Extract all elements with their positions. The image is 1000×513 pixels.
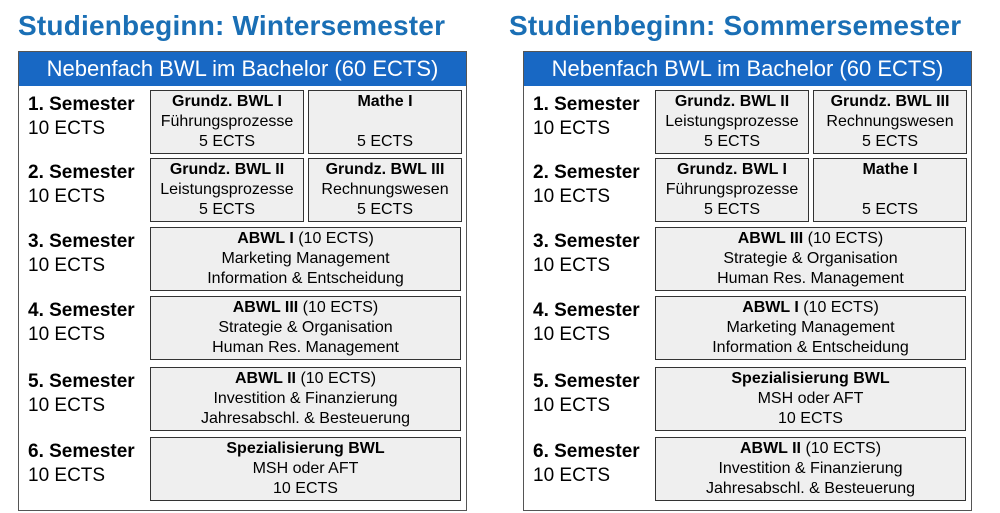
semester-ects: 10 ECTS: [28, 324, 106, 345]
module-subtitle: Führungsprozesse: [665, 181, 799, 198]
semester-row-3: [19, 227, 468, 293]
semester-ects: 10 ECTS: [533, 465, 611, 486]
module-subtitle: Leistungsprozesse: [665, 113, 799, 130]
semester-name: 3. Semester: [28, 231, 135, 252]
semester-name: 2. Semester: [28, 162, 135, 183]
semester-name: 1. Semester: [28, 94, 135, 115]
module-title: ABWL III: [232, 299, 299, 316]
module-title: Grundz. BWL II: [169, 161, 285, 178]
semester-ects: 10 ECTS: [533, 395, 611, 416]
module-subtitle: Führungsprozesse: [160, 113, 294, 130]
module-title: Mathe I: [357, 93, 413, 110]
semester-ects: 10 ECTS: [28, 465, 106, 486]
semester-ects: 10 ECTS: [533, 255, 611, 276]
module-block: [655, 437, 966, 501]
module-title: Grundz. BWL III: [830, 93, 950, 110]
module-block: [150, 437, 461, 501]
module-line: Investition & Finanzierung: [718, 460, 903, 477]
semester-row-4: [524, 296, 973, 362]
module-ects: 5 ECTS: [198, 133, 255, 150]
module-title: Grundz. BWL III: [325, 161, 445, 178]
semester-row-4: [19, 296, 468, 362]
module-subtitle: Rechnungswesen: [826, 113, 954, 130]
semester-name: 6. Semester: [533, 441, 640, 462]
semester-name: 2. Semester: [533, 162, 640, 183]
module-title: Mathe I: [862, 161, 918, 178]
module-box: [150, 158, 304, 222]
module-ects: 5 ECTS: [861, 201, 918, 218]
module-title: Grundz. BWL I: [677, 161, 787, 178]
module-block: [150, 227, 461, 291]
semester-row-6: [19, 437, 468, 503]
semester-row-2: [524, 158, 973, 224]
semester-ects: 10 ECTS: [28, 395, 106, 416]
module-line: MSH oder AFT: [757, 390, 864, 407]
module-box: [150, 90, 304, 154]
semester-name: 5. Semester: [28, 371, 135, 392]
semester-ects: 10 ECTS: [28, 186, 106, 207]
module-block: [150, 296, 461, 360]
module-title-suffix: (10 ECTS): [298, 299, 379, 316]
module-box: [308, 158, 462, 222]
module-title-suffix: (10 ECTS): [803, 230, 884, 247]
module-box: [308, 90, 462, 154]
semester-row-2: [19, 158, 468, 224]
module-line: Marketing Management: [221, 250, 390, 267]
module-line: Information & Entscheidung: [207, 270, 404, 287]
module-line: Human Res. Management: [717, 270, 904, 287]
module-line: 10 ECTS: [778, 410, 843, 427]
module-title: ABWL I: [742, 299, 799, 316]
semester-name: 1. Semester: [533, 94, 640, 115]
plan-frame: [18, 51, 467, 511]
module-subtitle: Rechnungswesen: [321, 181, 449, 198]
module-block: [150, 367, 461, 431]
module-ects: 5 ECTS: [198, 201, 255, 218]
module-block: [655, 227, 966, 291]
module-line: Strategie & Organisation: [723, 250, 898, 267]
semester-row-5: [19, 367, 468, 433]
plan-header: Nebenfach BWL im Bachelor (60 ECTS): [524, 52, 971, 86]
module-block: [655, 296, 966, 360]
module-block: [655, 367, 966, 431]
plan-title: Studienbeginn: Wintersemester: [18, 10, 446, 41]
semester-name: 5. Semester: [533, 371, 640, 392]
semester-row-1: [524, 90, 973, 156]
plan-frame: [523, 51, 972, 511]
semester-ects: 10 ECTS: [533, 324, 611, 345]
module-title-suffix: (10 ECTS): [296, 370, 377, 387]
module-subtitle: Leistungsprozesse: [160, 181, 294, 198]
module-box: [813, 158, 967, 222]
module-line: 10 ECTS: [273, 480, 338, 497]
module-ects: 5 ECTS: [703, 133, 760, 150]
semester-ects: 10 ECTS: [28, 118, 106, 139]
semester-ects: 10 ECTS: [533, 118, 611, 139]
module-ects: 5 ECTS: [356, 133, 413, 150]
semester-row-3: [524, 227, 973, 293]
semester-name: 6. Semester: [28, 441, 135, 462]
module-title-suffix: (10 ECTS): [798, 299, 879, 316]
module-line: Jahresabschl. & Besteuerung: [200, 410, 410, 427]
module-box: [813, 90, 967, 154]
module-title: ABWL III: [737, 230, 804, 247]
module-ects: 5 ECTS: [356, 201, 413, 218]
semester-name: 4. Semester: [533, 300, 640, 321]
module-title: ABWL II: [739, 440, 801, 457]
module-box: [655, 158, 809, 222]
module-title: Grundz. BWL II: [674, 93, 790, 110]
semester-name: 4. Semester: [28, 300, 135, 321]
semester-name: 3. Semester: [533, 231, 640, 252]
module-line: Jahresabschl. & Besteuerung: [705, 480, 915, 497]
module-title-suffix: (10 ECTS): [293, 230, 374, 247]
module-ects: 5 ECTS: [703, 201, 760, 218]
module-ects: 5 ECTS: [861, 133, 918, 150]
module-title: Grundz. BWL I: [172, 93, 282, 110]
module-box: [655, 90, 809, 154]
plan-header: Nebenfach BWL im Bachelor (60 ECTS): [19, 52, 466, 86]
semester-ects: 10 ECTS: [28, 255, 106, 276]
semester-ects: 10 ECTS: [533, 186, 611, 207]
semester-row-5: [524, 367, 973, 433]
module-line: Strategie & Organisation: [218, 319, 393, 336]
module-line: Investition & Finanzierung: [213, 390, 398, 407]
plan-title: Studienbeginn: Sommersemester: [509, 10, 962, 41]
module-line: MSH oder AFT: [252, 460, 359, 477]
module-title: ABWL I: [237, 230, 294, 247]
module-line: Information & Entscheidung: [712, 339, 909, 356]
module-title-suffix: (10 ECTS): [801, 440, 882, 457]
semester-row-6: [524, 437, 973, 503]
module-title: ABWL II: [234, 370, 296, 387]
module-line: Marketing Management: [726, 319, 895, 336]
module-title: Spezialisierung BWL: [226, 440, 385, 457]
module-line: Human Res. Management: [212, 339, 399, 356]
semester-row-1: [19, 90, 468, 156]
module-title: Spezialisierung BWL: [731, 370, 890, 387]
